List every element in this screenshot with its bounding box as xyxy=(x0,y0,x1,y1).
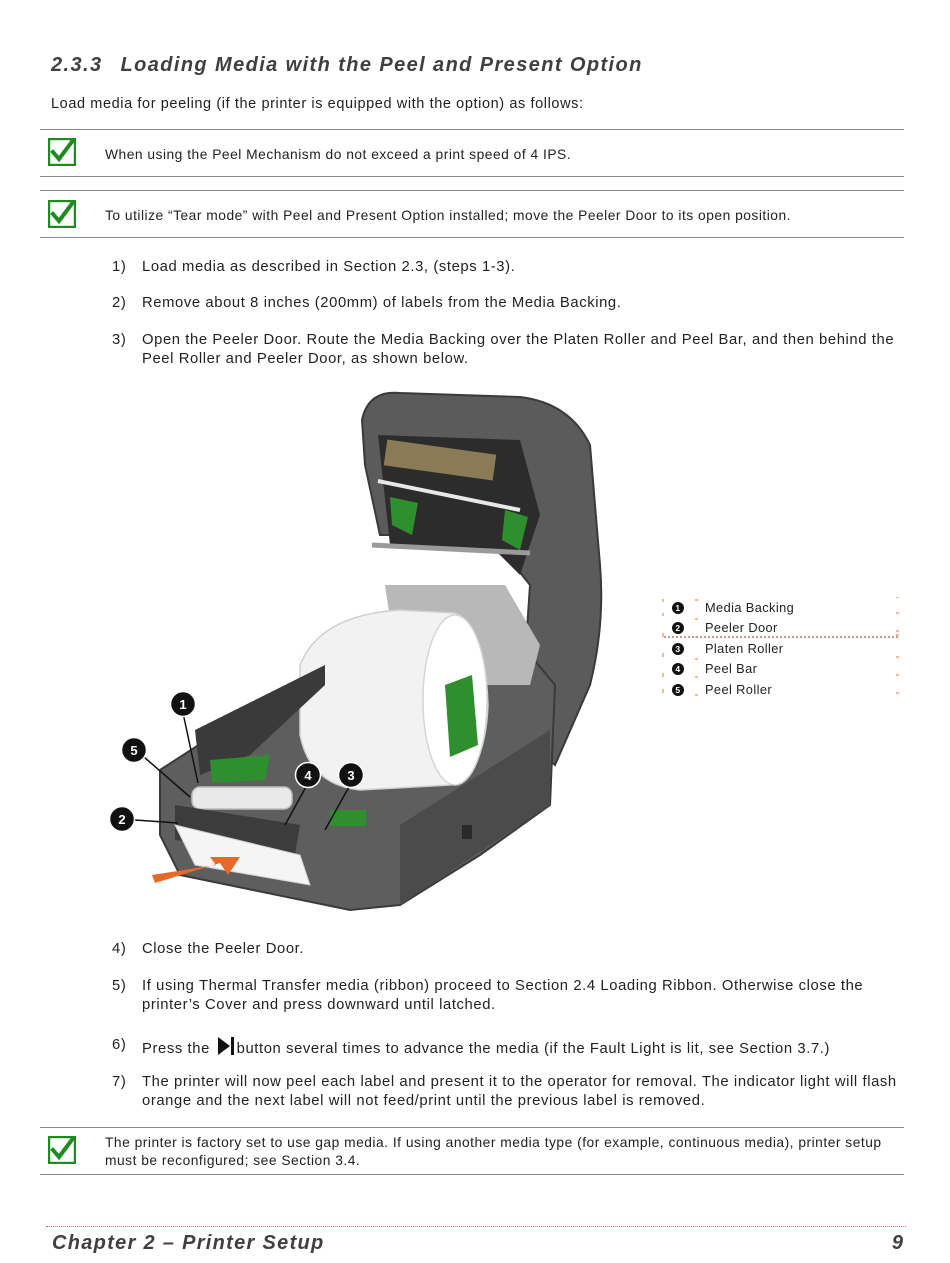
checkmark-icon xyxy=(48,1136,76,1164)
legend-number: 2 xyxy=(672,622,684,634)
step-number: 5) xyxy=(112,978,127,994)
callout-5 xyxy=(122,738,147,763)
step-text: If using Thermal Transfer media (ribbon) proceed to Section 2.4 Loading Ribbon. Otherwise close the printer’s Cover and press downward until latched. xyxy=(142,978,864,1013)
section-title: Loading Media with the Peel and Present Option xyxy=(120,54,643,76)
feed-button-icon xyxy=(217,1036,235,1056)
step-text: The printer will now peel each label and present it to the operator for removal. The indicator light will flash orange and the next label will not feed/print until the previous label is removed. xyxy=(142,1074,897,1109)
step-1 xyxy=(112,258,902,277)
step-text-before: Press the xyxy=(142,1041,210,1057)
figure-legend xyxy=(662,597,900,697)
note-text: When using the Peel Mechanism do not exceed a print speed of 4 IPS. xyxy=(105,147,572,162)
svg-text:3: 3 xyxy=(347,768,355,783)
step-2 xyxy=(112,294,902,313)
svg-text:5: 5 xyxy=(130,743,138,758)
legend-number: 4 xyxy=(672,663,684,675)
legend-label: Media Backing xyxy=(705,600,795,615)
step-text: Load media as described in Section 2.3, (steps 1-3). xyxy=(142,259,516,275)
svg-text:2: 2 xyxy=(118,812,126,827)
callout-4 xyxy=(296,763,321,788)
legend-number: 5 xyxy=(672,684,684,696)
step-number: 3) xyxy=(112,332,127,348)
section-heading xyxy=(51,54,643,77)
printer-illustration xyxy=(100,385,610,920)
checkmark-icon xyxy=(48,138,76,166)
legend-number: 1 xyxy=(672,602,684,614)
legend-label: Peel Bar xyxy=(705,661,758,676)
note-text: To utilize “Tear mode” with Peel and Present Option installed; move the Peeler Door to its open position. xyxy=(105,208,791,223)
step-number: 2) xyxy=(112,295,127,311)
note-peel-speed xyxy=(40,129,904,177)
step-text: Close the Peeler Door. xyxy=(142,941,305,957)
callout-1 xyxy=(171,692,196,717)
step-6 xyxy=(112,1033,902,1055)
step-text xyxy=(142,1036,902,1059)
step-text-after: button several times to advance the media (if the Fault Light is lit, see Section 3.7.) xyxy=(236,1041,831,1057)
platen-roller xyxy=(192,787,292,809)
legend-label: Peeler Door xyxy=(705,620,778,635)
checkmark-icon xyxy=(48,200,76,228)
step-text: Remove about 8 inches (200mm) of labels from the Media Backing. xyxy=(142,295,622,311)
callout-3 xyxy=(339,763,364,788)
step-number: 1) xyxy=(112,259,127,275)
section-number: 2.3.3 xyxy=(51,54,103,76)
note-text: The printer is factory set to use gap media. If using another media type (for example, continuous media), printer setup must be reconfigured; see Section 3.4. xyxy=(105,1135,882,1168)
power-switch xyxy=(462,825,472,839)
step-number: 6) xyxy=(112,1037,127,1053)
step-number: 4) xyxy=(112,941,127,957)
footer-divider xyxy=(46,1226,906,1227)
footer-chapter: Chapter 2 – Printer Setup xyxy=(52,1232,325,1254)
intro-text: Load media for peeling (if the printer is equipped with the option) as follows: xyxy=(51,96,584,112)
note-tear-mode xyxy=(40,190,904,238)
green-media-guide xyxy=(445,675,478,757)
step-5 xyxy=(112,977,902,1015)
note-gap-media xyxy=(40,1127,904,1175)
page-number: 9 xyxy=(891,1232,903,1254)
step-4 xyxy=(112,940,902,959)
step-number: 7) xyxy=(112,1074,127,1090)
svg-text:4: 4 xyxy=(304,768,312,783)
step-3 xyxy=(112,331,902,369)
legend-number: 3 xyxy=(672,643,684,655)
step-text: Open the Peeler Door. Route the Media Backing over the Platen Roller and Peel Bar, and then behind the Peel Roller and Peeler Door, as shown below. xyxy=(142,332,895,367)
legend-label: Peel Roller xyxy=(705,682,772,697)
callout-2 xyxy=(110,807,135,832)
svg-text:1: 1 xyxy=(179,697,187,712)
legend-label: Platen Roller xyxy=(705,641,784,656)
step-7 xyxy=(112,1073,902,1111)
